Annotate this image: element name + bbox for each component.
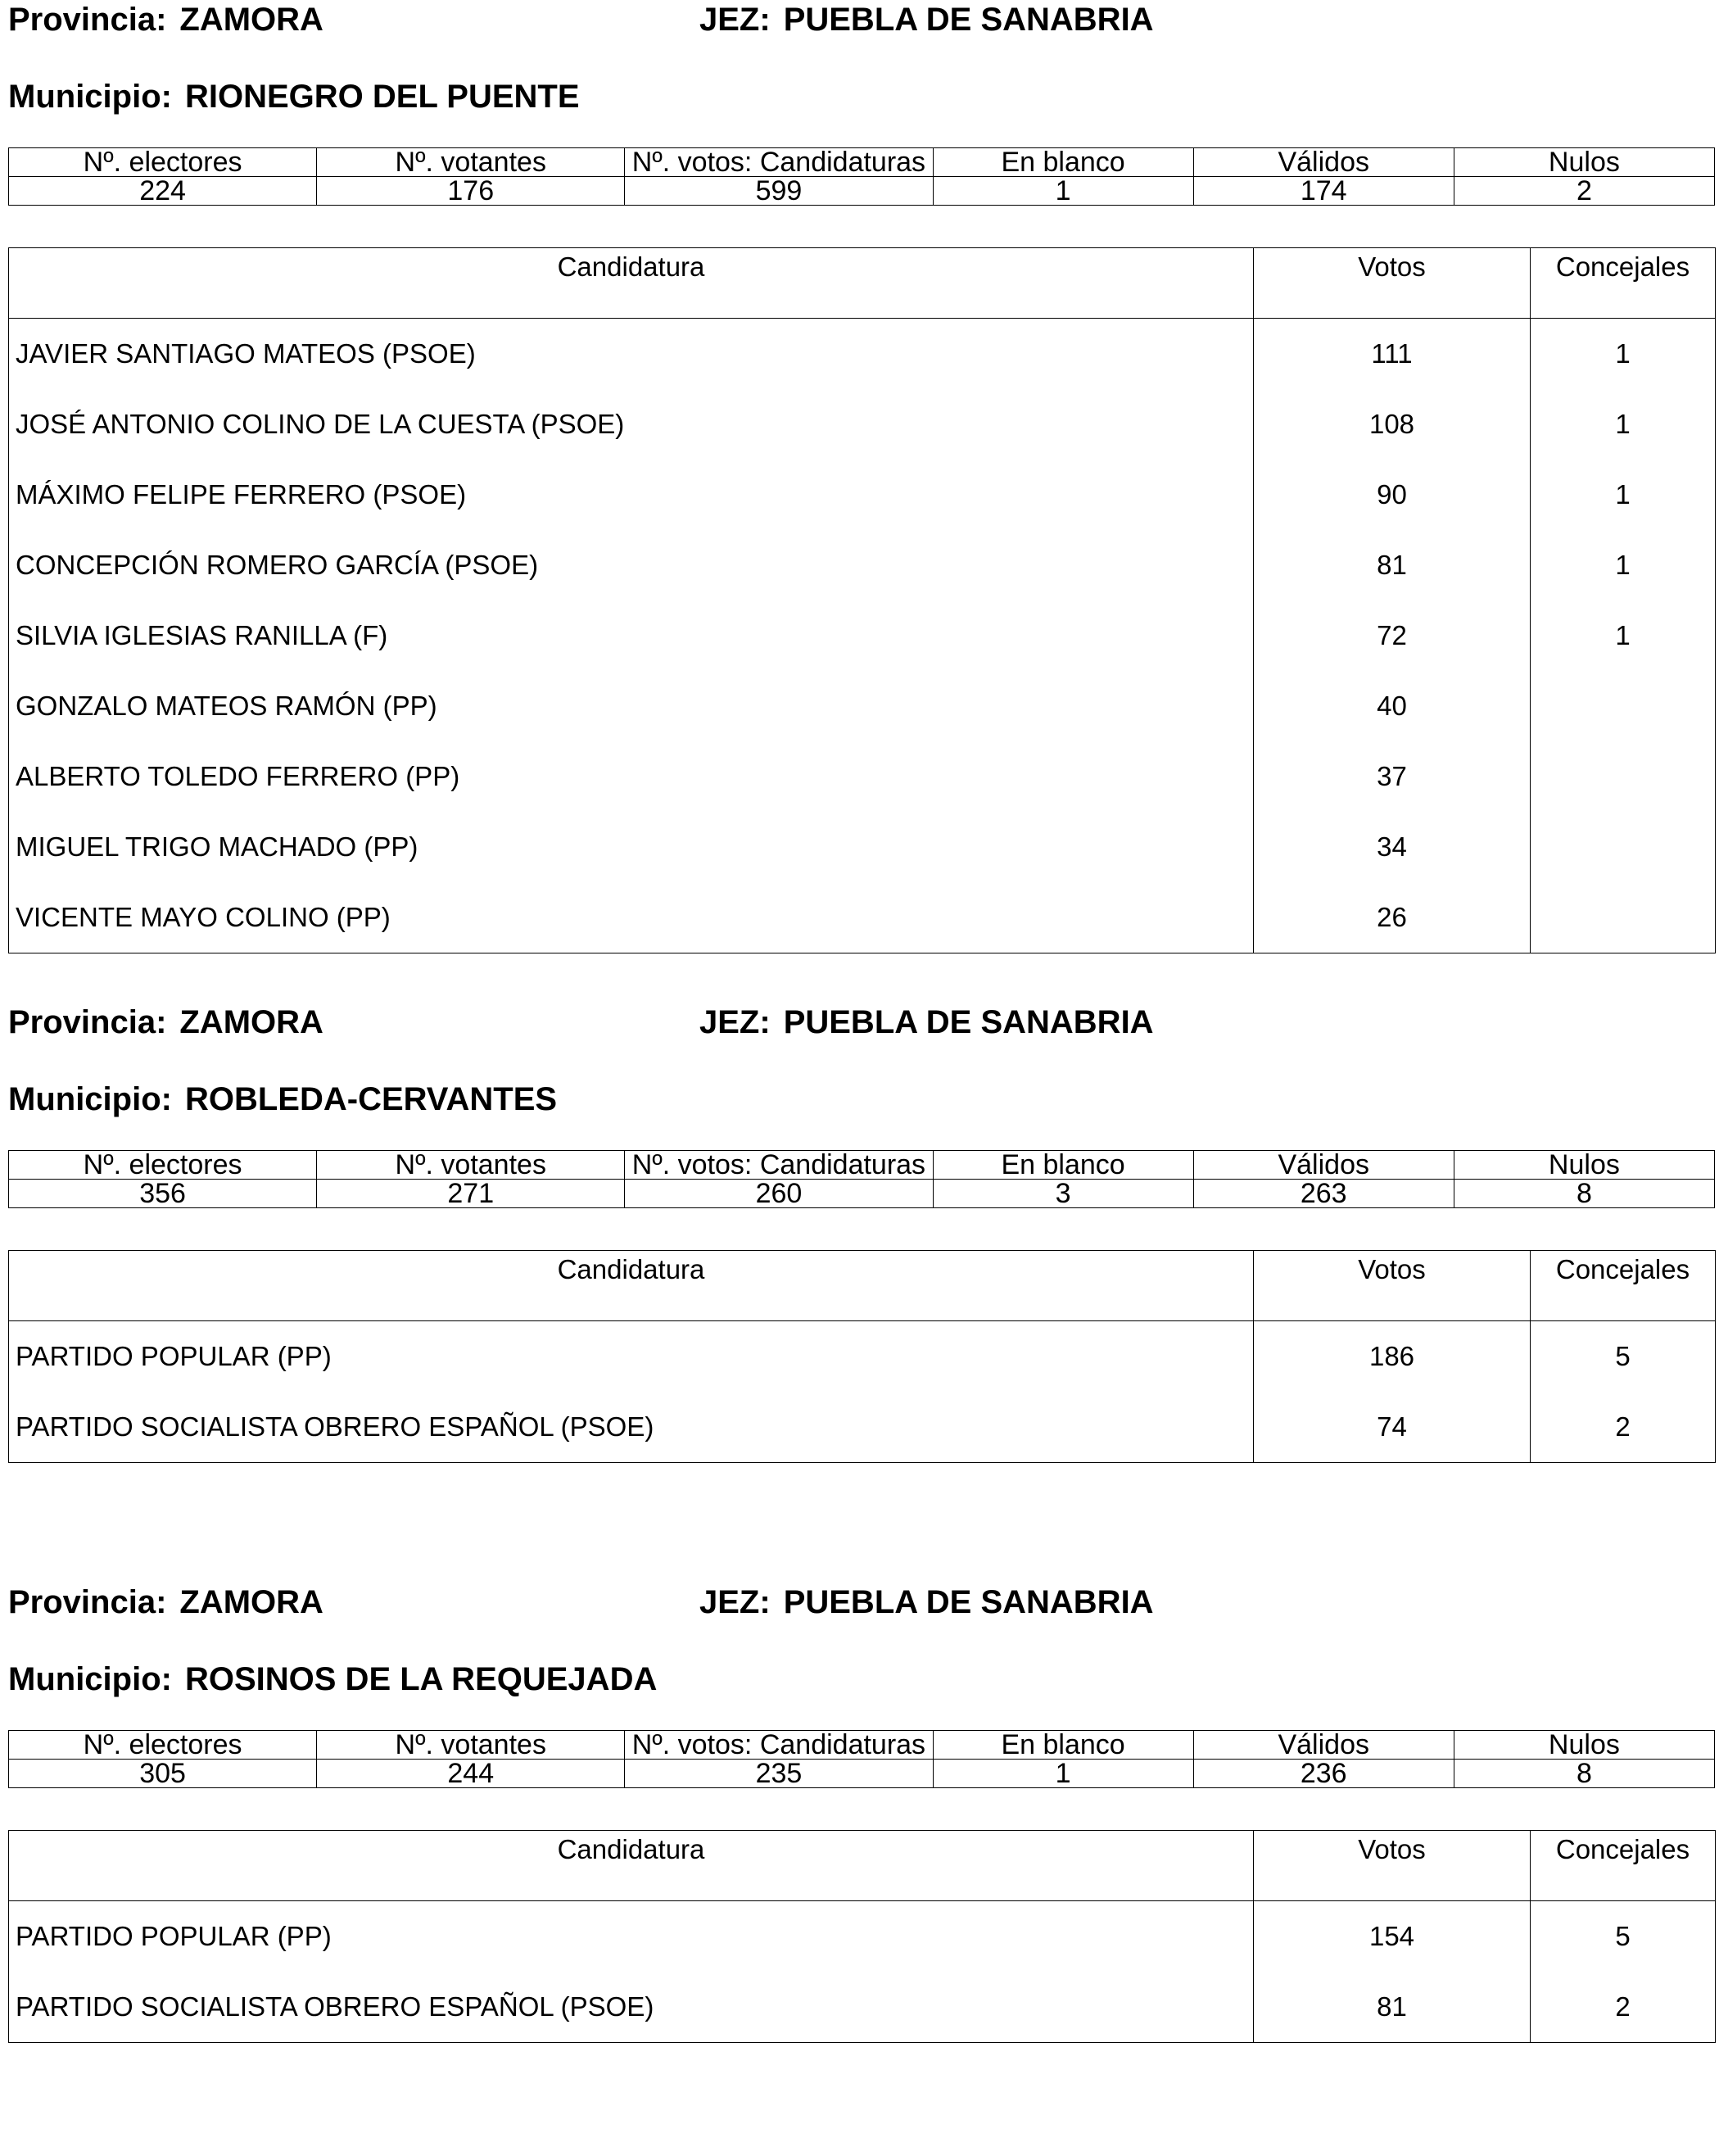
- municipality-section: [8, 1003, 1715, 1576]
- candidate-concejales: 1: [1531, 319, 1716, 390]
- candidate-votos: 154: [1254, 1901, 1531, 1973]
- candidates-header-cell: Concejales: [1531, 1251, 1716, 1321]
- candidates-table: [8, 1250, 1716, 1463]
- stats-header-cell: Válidos: [1193, 1151, 1454, 1180]
- candidate-row: [9, 1972, 1716, 2043]
- candidate-concejales: [1531, 812, 1716, 882]
- candidate-name: MÁXIMO FELIPE FERRERO (PSOE): [9, 460, 1254, 530]
- municipio-value: ROSINOS DE LA REQUEJADA: [184, 1661, 658, 1697]
- candidate-votos: 40: [1254, 671, 1531, 741]
- candidate-concejales: 1: [1531, 389, 1716, 460]
- stats-value-cell: 271: [317, 1180, 625, 1208]
- provincia-label: Provincia:: [8, 1584, 167, 1620]
- jez-heading: [699, 0, 1154, 39]
- candidate-votos: 34: [1254, 812, 1531, 882]
- provincia-label: Provincia:: [8, 2, 167, 38]
- municipality-section: [8, 0, 1715, 932]
- candidate-votos: 111: [1254, 319, 1531, 390]
- candidates-header-row: [9, 248, 1716, 319]
- candidate-concejales: [1531, 741, 1716, 812]
- stats-header-cell: En blanco: [933, 1731, 1193, 1760]
- stats-header-cell: En blanco: [933, 148, 1193, 177]
- stats-value-cell: 2: [1454, 177, 1714, 206]
- candidate-name: MIGUEL TRIGO MACHADO (PP): [9, 812, 1254, 882]
- jez-label: JEZ:: [699, 1004, 771, 1040]
- stats-value-cell: 599: [625, 177, 933, 206]
- candidate-concejales: 2: [1531, 1972, 1716, 2043]
- municipio-label: Municipio:: [8, 79, 172, 115]
- stats-value-row: [9, 1180, 1715, 1208]
- candidate-name: GONZALO MATEOS RAMÓN (PP): [9, 671, 1254, 741]
- stats-header-cell: Válidos: [1193, 148, 1454, 177]
- stats-value-cell: 1: [933, 1760, 1193, 1788]
- jez-value: PUEBLA DE SANABRIA: [783, 1004, 1154, 1040]
- candidate-concejales: 5: [1531, 1901, 1716, 1973]
- provincia-value: ZAMORA: [179, 2, 323, 38]
- candidate-name: VICENTE MAYO COLINO (PP): [9, 882, 1254, 953]
- candidate-votos: 74: [1254, 1392, 1531, 1463]
- candidate-row: [9, 460, 1716, 530]
- jez-label: JEZ:: [699, 1584, 771, 1620]
- municipio-value: ROBLEDA-CERVANTES: [184, 1081, 558, 1117]
- candidate-name: JOSÉ ANTONIO COLINO DE LA CUESTA (PSOE): [9, 389, 1254, 460]
- provincia-heading: [8, 1583, 323, 1622]
- stats-header-cell: Nulos: [1454, 1731, 1714, 1760]
- candidate-name: PARTIDO SOCIALISTA OBRERO ESPAÑOL (PSOE): [9, 1392, 1254, 1463]
- candidate-name: PARTIDO POPULAR (PP): [9, 1901, 1254, 1973]
- stats-header-cell: Nº. electores: [9, 1151, 317, 1180]
- candidate-votos: 81: [1254, 530, 1531, 600]
- stats-header-row: [9, 1731, 1715, 1760]
- candidate-votos: 37: [1254, 741, 1531, 812]
- candidate-concejales: 1: [1531, 460, 1716, 530]
- stats-header-row: [9, 148, 1715, 177]
- stats-table: [8, 1730, 1715, 1788]
- stats-value-cell: 235: [625, 1760, 933, 1788]
- candidates-header-cell: Candidatura: [9, 1831, 1254, 1901]
- candidate-name: SILVIA IGLESIAS RANILLA (F): [9, 600, 1254, 671]
- stats-value-row: [9, 1760, 1715, 1788]
- municipio-heading: [8, 1660, 657, 1699]
- stats-table: [8, 147, 1715, 206]
- candidates-header-cell: Votos: [1254, 1831, 1531, 1901]
- stats-value-cell: 260: [625, 1180, 933, 1208]
- stats-value-cell: 3: [933, 1180, 1193, 1208]
- jez-value: PUEBLA DE SANABRIA: [783, 2, 1154, 38]
- candidate-row: [9, 882, 1716, 953]
- stats-value-cell: 174: [1193, 177, 1454, 206]
- stats-header-cell: Nº. votantes: [317, 1151, 625, 1180]
- municipio-label: Municipio:: [8, 1081, 172, 1117]
- candidate-concejales: 1: [1531, 530, 1716, 600]
- candidate-concejales: 2: [1531, 1392, 1716, 1463]
- stats-header-cell: En blanco: [933, 1151, 1193, 1180]
- stats-header-row: [9, 1151, 1715, 1180]
- candidate-concejales: 5: [1531, 1321, 1716, 1393]
- stats-value-cell: 244: [317, 1760, 625, 1788]
- candidate-row: [9, 600, 1716, 671]
- stats-value-cell: 8: [1454, 1760, 1714, 1788]
- candidate-row: [9, 741, 1716, 812]
- candidate-name: PARTIDO SOCIALISTA OBRERO ESPAÑOL (PSOE): [9, 1972, 1254, 2043]
- provincia-label: Provincia:: [8, 1004, 167, 1040]
- provincia-heading: [8, 0, 323, 39]
- candidate-votos: 90: [1254, 460, 1531, 530]
- candidate-name: JAVIER SANTIAGO MATEOS (PSOE): [9, 319, 1254, 390]
- stats-value-cell: 176: [317, 177, 625, 206]
- municipio-value: RIONEGRO DEL PUENTE: [184, 79, 580, 115]
- jez-label: JEZ:: [699, 2, 771, 38]
- candidate-row: [9, 812, 1716, 882]
- provincia-value: ZAMORA: [179, 1004, 323, 1040]
- jez-heading: [699, 1003, 1154, 1042]
- stats-header-cell: Válidos: [1193, 1731, 1454, 1760]
- stats-header-cell: Nº. electores: [9, 1731, 317, 1760]
- stats-header-cell: Nº. votos: Candidaturas: [625, 1731, 933, 1760]
- candidates-header-cell: Concejales: [1531, 1831, 1716, 1901]
- jez-heading: [699, 1583, 1154, 1622]
- candidate-row: [9, 389, 1716, 460]
- stats-value-cell: 356: [9, 1180, 317, 1208]
- candidate-votos: 72: [1254, 600, 1531, 671]
- stats-header-cell: Nulos: [1454, 148, 1714, 177]
- candidates-header-cell: Votos: [1254, 1251, 1531, 1321]
- candidate-row: [9, 671, 1716, 741]
- stats-value-cell: 224: [9, 177, 317, 206]
- candidate-name: CONCEPCIÓN ROMERO GARCÍA (PSOE): [9, 530, 1254, 600]
- jez-value: PUEBLA DE SANABRIA: [783, 1584, 1154, 1620]
- stats-value-cell: 8: [1454, 1180, 1714, 1208]
- candidates-header-cell: Concejales: [1531, 248, 1716, 319]
- candidate-row: [9, 1901, 1716, 1973]
- stats-header-cell: Nº. votos: Candidaturas: [625, 148, 933, 177]
- candidate-votos: 26: [1254, 882, 1531, 953]
- candidate-concejales: 1: [1531, 600, 1716, 671]
- municipio-label: Municipio:: [8, 1661, 172, 1697]
- municipality-section: [8, 1583, 1715, 2156]
- candidate-row: [9, 1321, 1716, 1393]
- stats-header-cell: Nº. votantes: [317, 148, 625, 177]
- candidates-header-row: [9, 1831, 1716, 1901]
- candidate-concejales: [1531, 671, 1716, 741]
- candidates-header-cell: Votos: [1254, 248, 1531, 319]
- candidate-concejales: [1531, 882, 1716, 953]
- candidate-row: [9, 530, 1716, 600]
- stats-header-cell: Nº. votantes: [317, 1731, 625, 1760]
- candidates-table: [8, 1830, 1716, 2043]
- stats-header-cell: Nulos: [1454, 1151, 1714, 1180]
- stats-value-cell: 263: [1193, 1180, 1454, 1208]
- stats-value-cell: 236: [1193, 1760, 1454, 1788]
- stats-value-row: [9, 177, 1715, 206]
- municipio-heading: [8, 77, 580, 116]
- candidates-header-cell: Candidatura: [9, 1251, 1254, 1321]
- stats-value-cell: 1: [933, 177, 1193, 206]
- candidate-name: ALBERTO TOLEDO FERRERO (PP): [9, 741, 1254, 812]
- candidate-row: [9, 1392, 1716, 1463]
- candidates-table: [8, 247, 1716, 953]
- stats-header-cell: Nº. votos: Candidaturas: [625, 1151, 933, 1180]
- candidates-header-row: [9, 1251, 1716, 1321]
- municipio-heading: [8, 1080, 557, 1119]
- candidate-votos: 81: [1254, 1972, 1531, 2043]
- stats-value-cell: 305: [9, 1760, 317, 1788]
- candidates-header-cell: Candidatura: [9, 248, 1254, 319]
- candidate-votos: 108: [1254, 389, 1531, 460]
- provincia-heading: [8, 1003, 323, 1042]
- provincia-value: ZAMORA: [179, 1584, 323, 1620]
- candidate-row: [9, 319, 1716, 390]
- stats-header-cell: Nº. electores: [9, 148, 317, 177]
- stats-table: [8, 1150, 1715, 1208]
- candidate-votos: 186: [1254, 1321, 1531, 1393]
- candidate-name: PARTIDO POPULAR (PP): [9, 1321, 1254, 1393]
